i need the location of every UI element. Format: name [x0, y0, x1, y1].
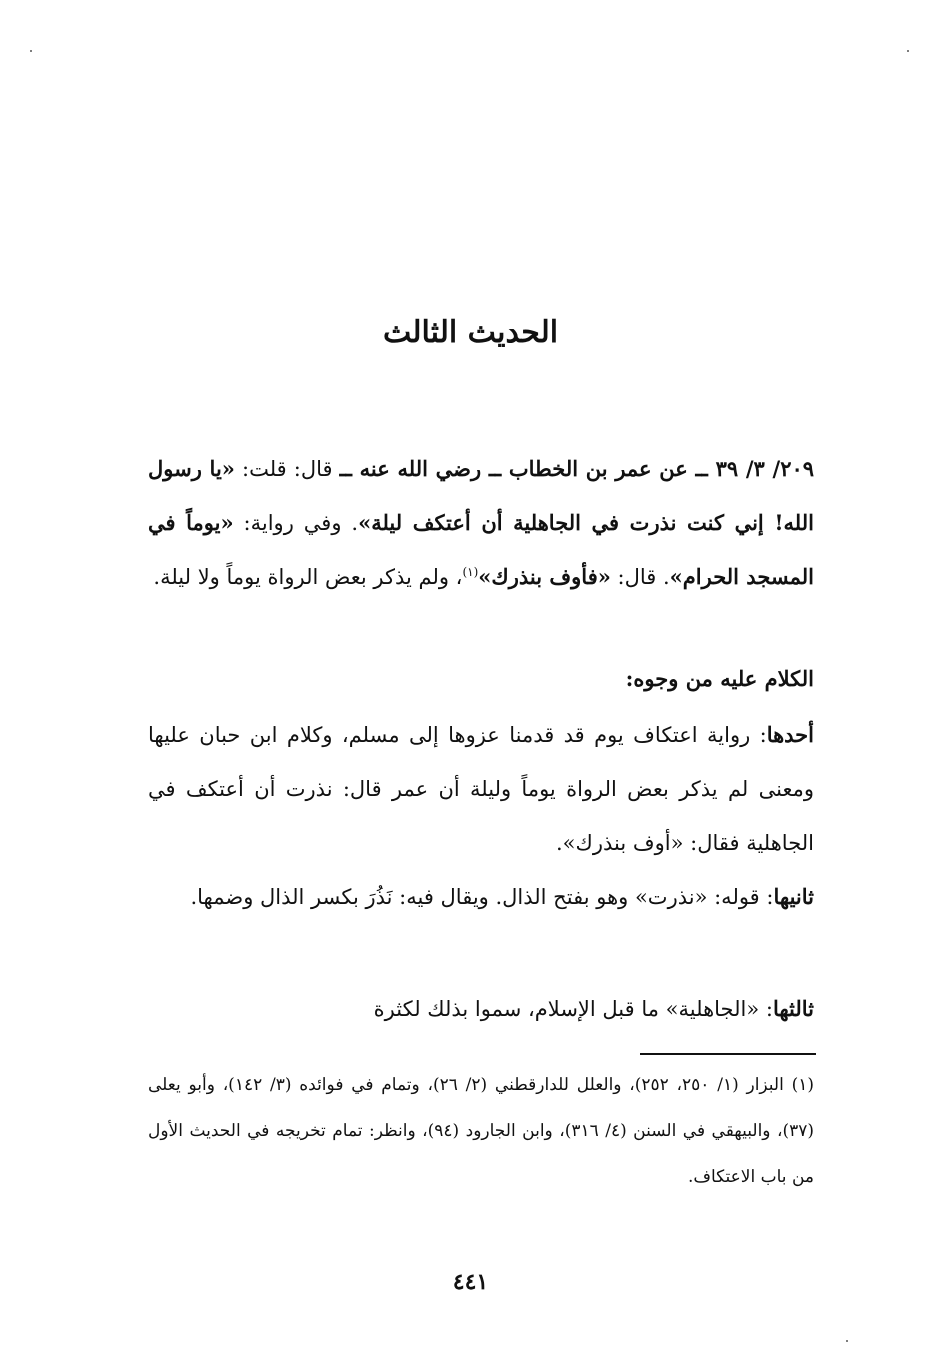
scan-speck [907, 50, 909, 52]
point-2-label: ثانيها [773, 884, 814, 909]
hadith-paragraph [148, 442, 814, 604]
chapter-title: الحديث الثالث [382, 315, 559, 350]
qal-2: . قال: [610, 565, 670, 589]
quote-2: «يوماً في المسجد الحرام» [148, 510, 814, 589]
page-number: ٤٤١ [452, 1269, 489, 1295]
hadith-number-line: ٢٠٩/ ٣/ ٣٩ ــ عن عمر بن الخطاب ــ رضي الله عنه ــ [339, 456, 815, 481]
point-1-label: أحدها [766, 722, 814, 747]
point-2-body: : قوله: «نذرت» وهو بفتح الذال. ويقال فيه: نَذُرَ بكسر الذال وضمها. [190, 885, 774, 909]
footnote: (١) البزار (١/ ٢٥٠، ٢٥٢)، والعلل للدارقطني (٢/ ٢٦)، وتمام في فوائده (٣/ ١٤٢)، وأبو يعلى (٣٧)، والبيهقي في السنن (٤/ ٣١٦)، وابن الجارود (٩٤)، وانظر: تمام تخريجه في الحديث الأول من باب الاعتكاف. [148, 1075, 815, 1187]
scan-speck [30, 50, 32, 52]
footnote-ref: (١) [462, 565, 479, 579]
point-3-label: ثالثها [772, 996, 814, 1021]
point-2-text [148, 870, 814, 924]
point-2 [148, 870, 814, 924]
point-1 [148, 708, 814, 870]
kalam-heading: الكلام عليه من وجوه: [625, 666, 814, 691]
scan-speck [846, 1340, 848, 1342]
quote-1: «يا رسول الله! إني كنت نذرت في الجاهلية أن أعتكف ليلة» [148, 456, 814, 535]
quote-3: «فأوف بنذرك» [478, 564, 611, 589]
hadith-text [148, 442, 814, 604]
riwaya-intro: . وفي رواية: [233, 511, 359, 535]
point-1-body: : رواية اعتكاف يوم قد قدمنا عزوها إلى مسلم، وكلام ابن حبان عليها ومعنى لم يذكر بعض الرواة يوماً وليلة أن عمر قال: نذرت أن أعتكف في الجاهلية فقال: «أوف بنذرك». [148, 723, 814, 855]
point-3 [148, 982, 814, 1036]
kalam-heading-block [148, 652, 814, 706]
footnote-separator [640, 1053, 816, 1055]
hadith-rest: ، ولم يذكر بعض الرواة يوماً ولا ليلة. [153, 565, 463, 589]
point-3-text [148, 982, 814, 1036]
point-3-body: : «الجاهلية» ما قبل الإسلام، سموا بذلك لكثرة [373, 997, 773, 1021]
qal-intro: قال: قلت: [234, 457, 333, 481]
point-1-text [148, 708, 814, 870]
